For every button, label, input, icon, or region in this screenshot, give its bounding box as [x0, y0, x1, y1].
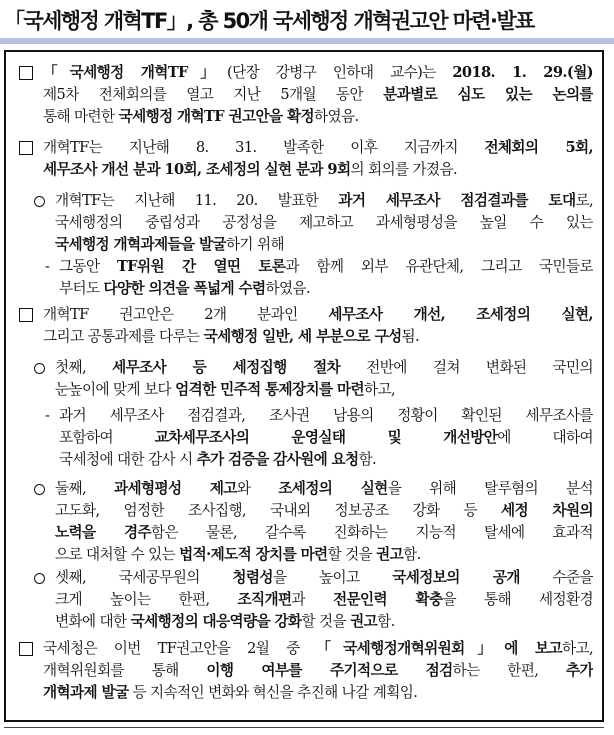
text-line: [55, 567, 593, 589]
paragraph-3: [55, 190, 593, 256]
text-line: [55, 589, 593, 611]
text-segment: 제5차 전체회의를 열고 지난 5개월 동안: [43, 86, 384, 103]
text-segment: 하였음.: [265, 280, 311, 297]
text-segment: 크게 높이는 한편,: [55, 591, 238, 608]
text-segment: 변화에 대한: [55, 613, 131, 630]
text-segment: 하는 한편,: [452, 662, 567, 679]
text-segment: 로,: [575, 192, 593, 209]
paragraph-2: [43, 137, 593, 181]
bold-text: 청렴성: [232, 569, 273, 586]
bold-text: 엄격한 민주적 통제장치를 마련: [175, 381, 365, 398]
text-segment: 의 회의를 가졌음.: [350, 161, 458, 178]
text-segment: 국세청에 대한 감사 시: [59, 451, 197, 468]
text-segment: 부터도: [59, 280, 104, 297]
text-line: [43, 638, 593, 660]
text-line: [55, 522, 593, 544]
text-segment: 과: [291, 591, 334, 608]
text-segment: 과 함께 외부 유관단체, 그리고 국민들로: [285, 258, 593, 275]
text-line: [43, 304, 593, 326]
bold-text: 국세행정 개혁과제들을 발굴: [55, 236, 226, 253]
text-line: [55, 611, 593, 633]
text-segment: 할 것을: [301, 613, 351, 630]
title-underline-bar: [0, 38, 614, 44]
text-line: [43, 682, 593, 704]
bold-text: 국세행정 일반, 세 부분으로 구성: [203, 328, 402, 345]
bold-text: 국세행정 개혁TF 권고안을 확정: [118, 108, 315, 125]
text-line: [59, 449, 593, 471]
text-segment: 개혁TF는 지난해 8. 31. 발족한 이후 지금까지: [43, 139, 485, 156]
text-segment: 함.: [377, 613, 395, 630]
text-segment: (단장 강병구 인하대 교수)는: [227, 64, 453, 81]
text-line: [43, 62, 593, 84]
text-segment: 할 것을: [327, 546, 377, 563]
circle-bullet-icon: [34, 363, 45, 374]
bold-text: 추가: [566, 662, 593, 679]
paragraph-9: [55, 567, 593, 633]
text-segment: 등 지속적인 변화와 혁신을 추진해 나갈 계획임.: [128, 684, 418, 701]
text-line: [55, 379, 593, 401]
bold-text: TF위원 간 열띤 토론: [117, 258, 286, 275]
text-segment: 함.: [403, 546, 421, 563]
bottom-divider: [4, 727, 604, 728]
text-line: [59, 427, 593, 449]
text-segment: 국세행정의 중립성과 공정성을 제고하고 과세형평성을 높일 수 있는: [55, 214, 593, 231]
bold-text: 과거 세무조사 점검결과를 토대: [338, 192, 576, 209]
paragraph-1: [43, 62, 593, 128]
bold-text: 세무조사 등 세정집행 절차: [112, 359, 341, 376]
text-segment: 둘째,: [55, 480, 114, 497]
bold-text: 조세정의 실현: [278, 480, 388, 497]
bold-text: 국세정보의 공개: [392, 569, 520, 586]
text-segment: 하고,: [561, 640, 593, 657]
bold-text: 세무조사 개선 분과 10회, 조세정의 실현 분과 9회: [43, 161, 351, 178]
bold-text: 권고: [350, 613, 378, 630]
text-segment: 하고,: [364, 381, 396, 398]
text-line: [55, 190, 593, 212]
text-line: [55, 478, 593, 500]
text-line: [43, 106, 593, 128]
circle-bullet-icon: [34, 484, 45, 495]
text-segment: 됨.: [401, 328, 420, 345]
text-segment: 고도화, 엄정한 조사집행, 국내외 정보공조 강화 등: [55, 502, 502, 519]
paragraph-8: [55, 478, 593, 566]
bold-text: 「국세행정개혁위원회」에 보고: [316, 640, 562, 657]
text-line: [59, 256, 593, 278]
text-segment: 와: [236, 480, 279, 497]
text-line: [55, 500, 593, 522]
text-segment: 에 대하여: [497, 429, 593, 446]
bold-text: 「국세행정 개혁TF」: [43, 64, 227, 81]
text-segment: 함.: [358, 451, 377, 468]
bold-text: 분과별로 심도 있는 논의를: [383, 86, 593, 103]
bold-text: 권고: [376, 546, 404, 563]
bold-text: 교차세무조사의 운영실태 및 개선방안: [154, 429, 498, 446]
text-segment: 그리고 공통과제를 다루는: [43, 328, 204, 345]
bold-text: 이행 여부를 주기적으로 점검: [206, 662, 453, 679]
square-bullet-icon: [19, 141, 33, 155]
bold-text: 과세형평성 제고: [113, 480, 237, 497]
text-segment: 을 위해 탈루혐의 분석: [387, 480, 593, 497]
text-line: [55, 544, 593, 566]
circle-bullet-icon: [34, 573, 45, 584]
text-line: [55, 212, 593, 234]
dash-bullet-icon: -: [45, 258, 50, 275]
dash-bullet-icon: -: [45, 407, 50, 424]
text-segment: 눈높이에 맞게 보다: [55, 381, 176, 398]
page-title: 「국세행정 개혁TF」, 총 50개 국세행정 개혁권고안 마련·발표: [4, 9, 534, 33]
bold-text: 조직개편: [237, 591, 292, 608]
text-segment: 하였음.: [314, 108, 359, 125]
text-segment: 포함하여: [59, 429, 155, 446]
text-line: [43, 84, 593, 106]
text-segment: 개혁TF는 지난해 11. 20. 발표한: [55, 192, 339, 209]
text-segment: 셋째, 국세공무원의: [55, 569, 233, 586]
bold-text: 국세행정의 대응역량을 강화: [130, 613, 302, 630]
text-segment: 전반에 걸쳐 변화된 국민의: [340, 359, 593, 376]
bold-text: 세정 차원의: [501, 502, 593, 519]
paragraph-5: [43, 304, 593, 348]
bold-text: 다양한 의견을 폭넓게 수렴: [103, 280, 266, 297]
text-line: [43, 137, 593, 159]
paragraph-7: [59, 405, 593, 471]
text-segment: 통해 마련한: [43, 108, 119, 125]
square-bullet-icon: [19, 642, 33, 656]
circle-bullet-icon: [34, 196, 45, 207]
paragraph-10: [43, 638, 593, 704]
text-segment: 개혁위원회를 통해: [43, 662, 207, 679]
text-segment: 하기 위해: [225, 236, 284, 253]
text-line: [55, 357, 593, 379]
text-segment: 을 통해 세정환경: [442, 591, 593, 608]
text-line: [59, 278, 593, 300]
paragraph-6: [55, 357, 593, 401]
text-segment: 첫째,: [55, 359, 113, 376]
text-segment: 그동안: [59, 258, 118, 275]
text-line: [55, 234, 593, 256]
bold-text: 세무조사 개선, 조세정의 실현,: [328, 306, 593, 323]
bold-text: 법적·제도적 장치를 마련: [179, 546, 328, 563]
bold-text: 노력을 경주: [55, 524, 151, 541]
square-bullet-icon: [19, 66, 33, 80]
text-segment: 함은 물론, 갈수록 진화하는 지능적 탈세에 효과적: [150, 524, 593, 541]
text-segment: 개혁TF 권고안은 2개 분과인: [43, 306, 329, 323]
text-line: [43, 159, 593, 181]
text-segment: 으로 대처할 수 있는: [55, 546, 180, 563]
bold-text: 전문인력 확충: [333, 591, 443, 608]
bold-text: 개혁과제 발굴: [43, 684, 129, 701]
text-line: [43, 326, 593, 348]
paragraph-4: [59, 256, 593, 300]
bold-text: 추가 검증을 감사원에 요청: [196, 451, 359, 468]
text-line: [59, 405, 593, 427]
square-bullet-icon: [19, 308, 33, 322]
bold-text: 2018. 1. 29.(월): [452, 64, 593, 81]
bold-text: 전체회의 5회,: [484, 139, 593, 156]
text-segment: 수준을: [519, 569, 593, 586]
text-segment: 과거 세무조사 점검결과, 조사권 남용의 정황이 확인된 세무조사를: [59, 407, 593, 424]
text-segment: 을 높이고: [272, 569, 393, 586]
text-line: [43, 660, 593, 682]
text-segment: 국세청은 이번 TF권고안을 2월 중: [43, 640, 317, 657]
